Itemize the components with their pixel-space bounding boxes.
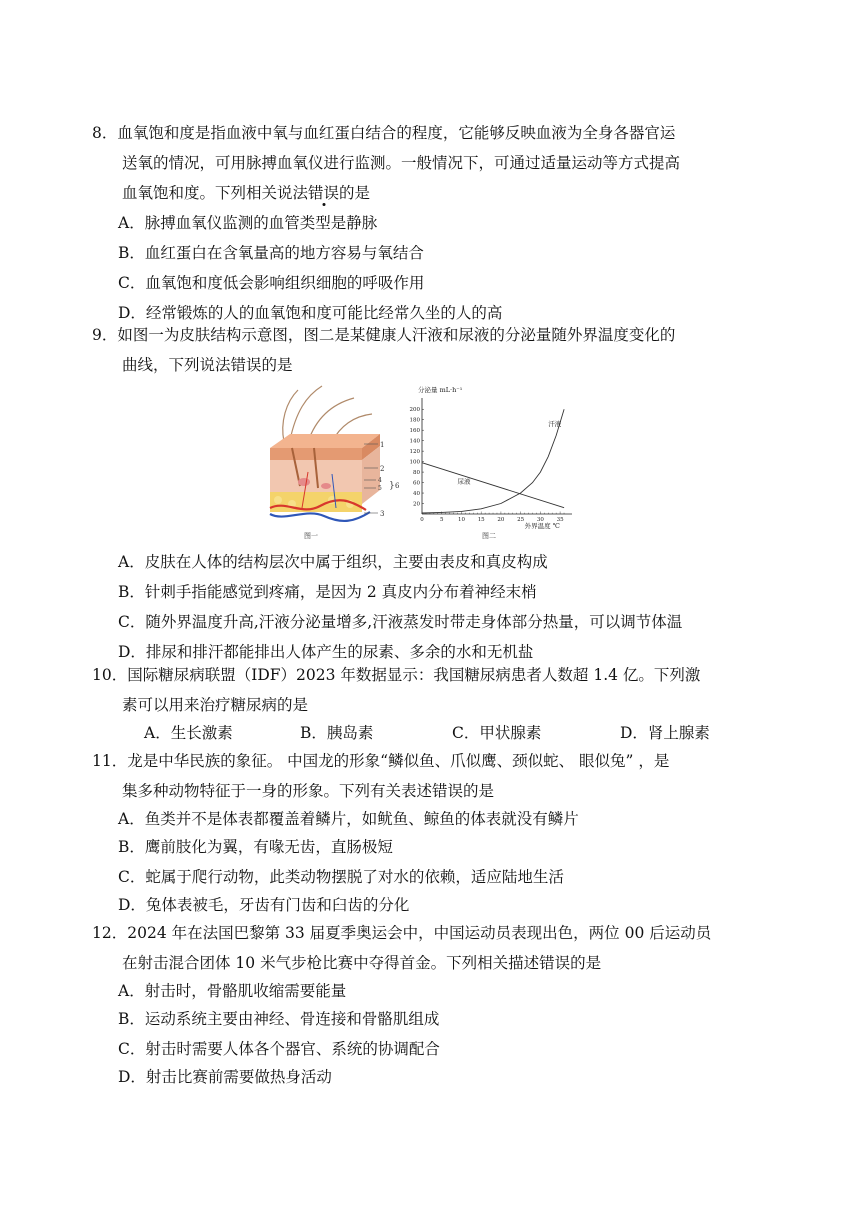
x-tick-label: 35 [556, 517, 564, 523]
option-b: B．针刺手指能感觉到疼痛，是因为 2 真皮内分布着神经末梢 [118, 583, 537, 601]
x-axis-label: 外界温度 ℃ [524, 522, 560, 530]
option-a: A．射击时，骨骼肌收缩需要能量 [118, 982, 347, 1000]
x-tick-label: 25 [517, 517, 525, 523]
option-c: C．随外界温度升高,汗液分泌量增多,汗液蒸发时带走身体部分热量，可以调节体温 [118, 613, 683, 631]
emphasis-text: 错误 [308, 184, 340, 202]
option-a: A．皮肤在人体的结构层次中属于组织，主要由表皮和真皮构成 [118, 553, 548, 571]
question-text: 送氧的情况，可用脉搏血氧仪进行监测。一般情况下，可通过适量运动等方式提高 [122, 154, 681, 172]
figure-1-caption: 图一 [304, 532, 318, 540]
option-d: D．排尿和排汗都能排出人体产生的尿素、多余的水和无机盐 [118, 643, 534, 661]
label-2: 2 [380, 465, 385, 473]
question-text: 曲线，下列说法错误的是 [122, 356, 293, 374]
option-c: C．甲状腺素 [452, 724, 542, 742]
x-tick-label: 5 [439, 517, 444, 523]
option-b: B．胰岛素 [300, 724, 374, 742]
question-text: 血氧饱和度。下列相关说法 [122, 184, 309, 202]
option-a: A．鱼类并不是体表都覆盖着鳞片，如鱿鱼、鲸鱼的体表就没有鳞片 [118, 810, 579, 828]
epidermis-top [270, 434, 380, 448]
option-d: D．肾上腺素 [620, 724, 710, 742]
vein [270, 512, 370, 521]
option-a: A．脉搏血氧仪监测的血管类型是静脉 [118, 214, 378, 232]
series-label-sweat: 汗液 [548, 420, 562, 428]
question-text: 如图一为皮肤结构示意图，图二是某健康人汗液和尿液的分泌量随外界温度变化的 [117, 326, 676, 344]
y-tick-label: 20 [413, 501, 420, 508]
svg-text:}: } [389, 481, 395, 491]
option-a: A．生长激素 [144, 724, 233, 742]
question-text: 血氧饱和度是指血液中氧与血红蛋白结合的程度，它能够反映血液为全身各器官运 [117, 124, 676, 142]
question-text: 素可以用来治疗糖尿病的是 [122, 696, 309, 714]
sweat-gland [321, 483, 331, 489]
label-3: 3 [380, 510, 385, 518]
option-c: C．血氧饱和度低会影响组织细胞的呼吸作用 [118, 274, 425, 292]
sweat-gland [298, 478, 310, 486]
question-text: 在射击混合团体 10 米气步枪比赛中夺得首金。下列相关描述错误的是 [122, 954, 602, 972]
y-tick-label: 180 [409, 417, 420, 424]
question-number: 12． [92, 924, 128, 942]
secretion-chart [410, 385, 573, 540]
question-text: 国际糖尿病联盟（IDF）2023 年数据显示：我国糖尿病患者人数超 1.4 亿。下列激 [127, 666, 701, 684]
y-tick-label: 160 [409, 428, 420, 435]
x-tick-label: 0 [420, 517, 424, 523]
question-text: 集多种动物特征于一身的形象。下列有关表述错误的是 [122, 782, 495, 800]
y-tick-label: 200 [409, 407, 420, 414]
option-b: B．血红蛋白在含氧量高的地方容易与氧结合 [118, 244, 424, 262]
series-line-sweat [422, 409, 564, 513]
question-text: 2024 年在法国巴黎第 33 届夏季奥运会中，中国运动员表现出色，两位 00 后运动员 [127, 924, 712, 942]
x-tick-label: 20 [497, 517, 505, 523]
series-line-urine [422, 463, 564, 508]
question-text: 龙是中华民族的象征。 中国龙的形象“鳞似鱼、爪似鹰、颈似蛇、 眼似兔” ，是 [127, 752, 670, 770]
series-label-urine: 尿液 [457, 477, 471, 486]
y-tick-label: 80 [413, 470, 420, 477]
option-d: D．射击比赛前需要做热身活动 [118, 1068, 332, 1086]
y-tick-label: 60 [413, 480, 420, 487]
option-b: B．运动系统主要由神经、骨连接和骨骼肌组成 [118, 1010, 440, 1028]
option-d: D．经常锻炼的人的血氧饱和度可能比经常久坐的人的高 [118, 304, 503, 322]
figure-skin-and-chart [262, 382, 582, 542]
label-6: 6 [395, 482, 400, 490]
question-number: 11． [92, 752, 128, 770]
skin-diagram [270, 386, 400, 540]
figure-2-caption: 图二 [482, 532, 496, 540]
x-tick-label: 10 [457, 517, 465, 523]
y-tick-label: 140 [409, 438, 420, 445]
x-tick-label: 30 [536, 517, 544, 523]
label-1: 1 [380, 441, 385, 449]
question-number: 9． [92, 326, 118, 344]
label-5: 5 [378, 485, 382, 492]
y-tick-label: 120 [409, 449, 420, 456]
question-number: 8． [92, 124, 118, 142]
option-b: B．鹰前肢化为翼，有喙无齿，直肠极短 [118, 838, 393, 856]
x-tick-label: 15 [477, 517, 485, 523]
y-axis-label: 分泌量 mL·h⁻¹ [418, 386, 463, 394]
question-text: 的是 [339, 184, 371, 202]
option-c: C．蛇属于爬行动物，此类动物摆脱了对水的依赖，适应陆地生活 [118, 868, 564, 886]
y-tick-label: 100 [409, 459, 420, 466]
option-c: C．射击时需要人体各个器官、系统的协调配合 [118, 1040, 440, 1058]
label-4: 4 [378, 477, 382, 484]
question-number: 10． [92, 666, 128, 684]
option-d: D．兔体表被毛，牙齿有门齿和臼齿的分化 [118, 896, 410, 914]
y-tick-label: 40 [413, 491, 420, 498]
